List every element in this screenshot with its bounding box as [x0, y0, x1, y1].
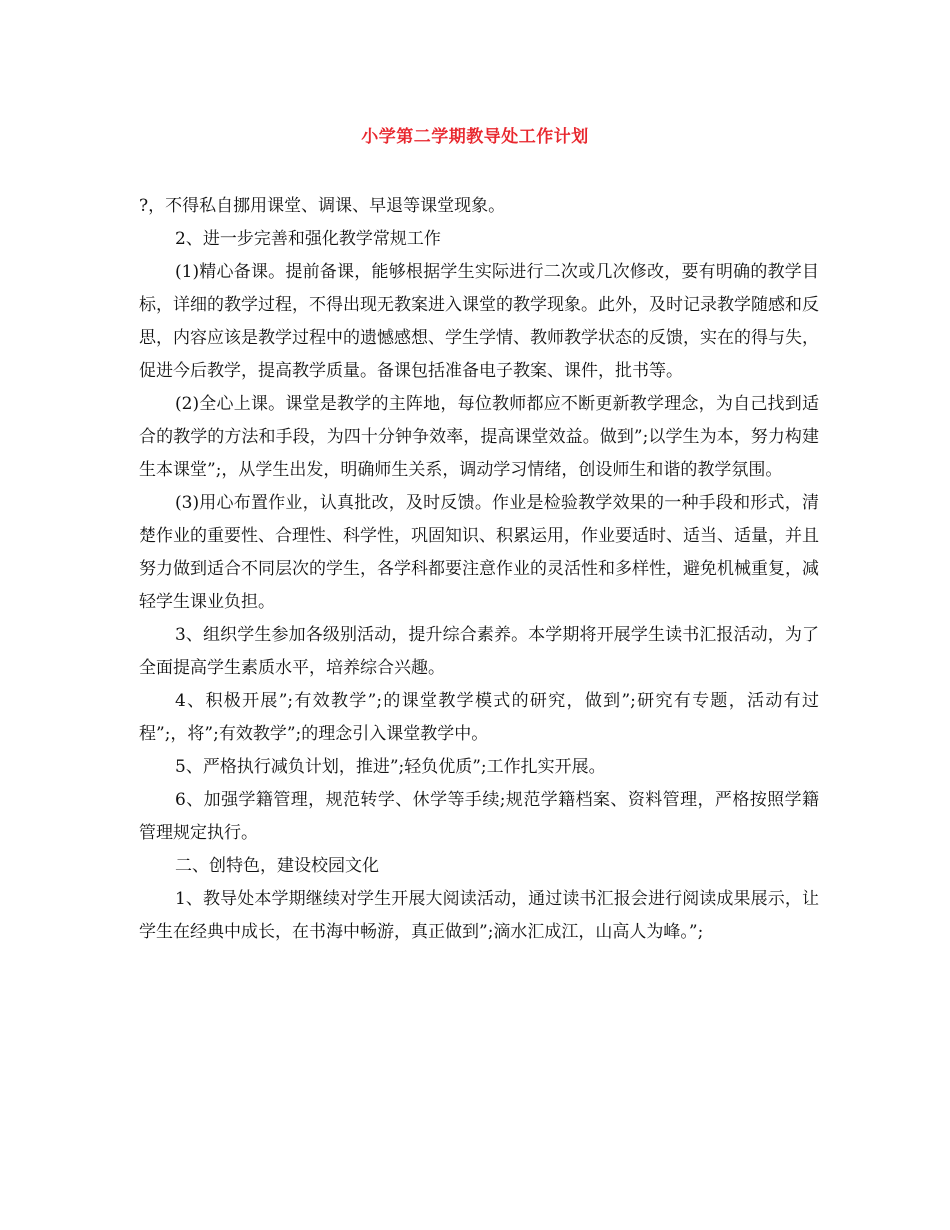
document-title: 小学第二学期教导处工作计划	[361, 127, 589, 147]
paragraph: 5、严格执行减负计划，推进”;轻负优质”;工作扎实开展。	[175, 757, 606, 777]
paragraph: 6、加强学籍管理，规范转学、休学等手续;规范学籍档案、资料管理，严格按照学籍管理规定执行。	[139, 790, 819, 843]
paragraph: 二、创特色，建设校园文化	[175, 856, 379, 876]
paragraph: 1、教导处本学期继续对学生开展大阅读活动，通过读书汇报会进行阅读成果展示，让学生在经典中成长，在书海中畅游，真正做到”;滴水汇成江，山高人为峰。”;	[139, 889, 819, 942]
paragraph: ?，不得私自挪用课堂、调课、早退等课堂现象。	[139, 196, 506, 216]
paragraph: (1)精心备课。提前备课，能够根据学生实际进行二次或几次修改，要有明确的教学目标，详细的教学过程，不得出现无教案进入课堂的教学现象。此外，及时记录教学随感和反思，内容应该是教学过程中的遗憾感想、学生学情、教师教学状态的反馈，实在的得与失，促进今后教学，提高教学质量。备课包括准备电子教案、课件，批书等。	[139, 262, 819, 381]
paragraph: 4、积极开展”;有效教学”;的课堂教学模式的研究，做到”;研究有专题，活动有过程”;，将”;有效教学”;的理念引入课堂教学中。	[139, 691, 819, 744]
document-body	[139, 190, 819, 949]
paragraph: 2、进一步完善和强化教学常规工作	[175, 229, 441, 249]
paragraph: (2)全心上课。课堂是教学的主阵地，每位教师都应不断更新教学理念，为自己找到适合的教学的方法和手段，为四十分钟争效率，提高课堂效益。做到”;以学生为本，努力构建生本课堂”;，从学生出发，明确师生关系，调动学习情绪，创设师生和谐的教学氛围。	[139, 394, 819, 480]
paragraph: 3、组织学生参加各级别活动，提升综合素养。本学期将开展学生读书汇报活动，为了全面提高学生素质水平，培养综合兴趣。	[139, 625, 819, 678]
paragraph: (3)用心布置作业，认真批改，及时反馈。作业是检验教学效果的一种手段和形式，清楚作业的重要性、合理性、科学性，巩固知识、积累运用，作业要适时、适当、适量，并且努力做到适合不同层次的学生，各学科都要注意作业的灵活性和多样性，避免机械重复，减轻学生课业负担。	[139, 493, 819, 612]
